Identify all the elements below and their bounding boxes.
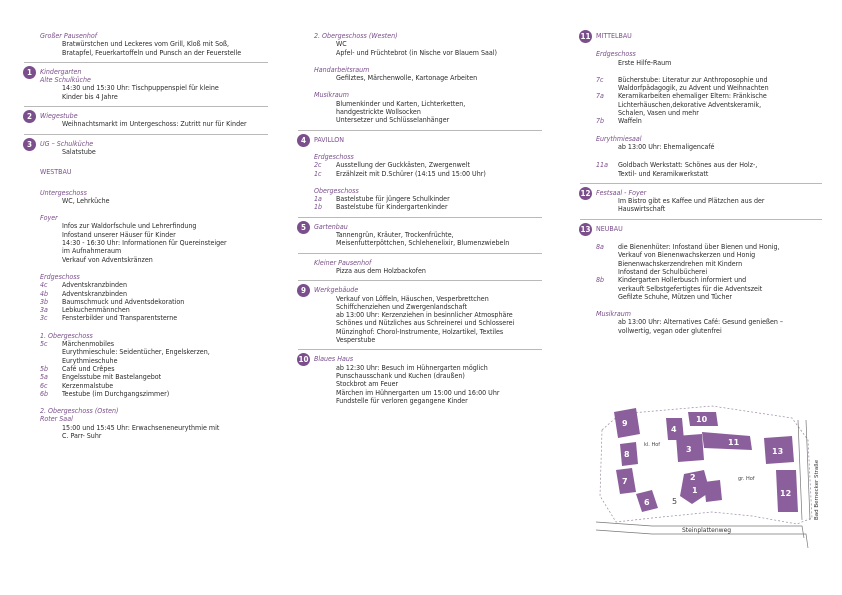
room-code [24, 222, 62, 230]
item-text: verkauft Selbstgefertigtes für die Adventszeit [618, 283, 763, 293]
item-text: Kindergarten Hollerbusch informiert und [618, 275, 747, 285]
item-text: Teestube (im Durchgangszimmer) [62, 388, 170, 398]
program-section [24, 214, 268, 264]
room-code [580, 260, 618, 268]
item-text: Stockbrot am Feuer [336, 379, 399, 389]
room-code: 2c [314, 160, 322, 170]
program-item [24, 390, 268, 398]
section-heading: Kleiner Pausenhof [314, 257, 372, 267]
program-item [24, 281, 268, 289]
item-text: Keramikarbeiten ehemaliger Eltern: Fränkische [618, 91, 767, 101]
item-text: Café und Crêpes [62, 363, 115, 373]
item-text: Lichterhäuschen,dekorative Adventskeramik, [618, 99, 762, 109]
program-section [298, 187, 542, 212]
program-section [580, 161, 822, 178]
program-section [24, 168, 268, 176]
room-code: 7c [596, 74, 604, 84]
room-code [298, 319, 336, 327]
section-number-badge: 2 [23, 110, 36, 123]
room-code [24, 247, 62, 255]
program-item [24, 148, 268, 156]
program-item [24, 424, 268, 432]
item-text: Apfel- und Früchtebrot (in Nische vor Blauem Saal) [336, 47, 498, 57]
item-text: Ausstellung der Guckkästen, Zwergenwelt [336, 160, 470, 170]
program-item [580, 143, 822, 151]
item-text: 15:00 und 15:45 Uhr: Erwachseneneurythmie mit [62, 422, 220, 432]
item-text: 14:30 - 16:30 Uhr: Informationen für Quereinsteiger [62, 238, 227, 248]
program-item [580, 101, 822, 109]
room-code [580, 251, 618, 259]
item-text: Goldbach Werkstatt: Schönes aus der Holz-, [618, 160, 758, 170]
room-code: 6c [40, 380, 48, 390]
program-item [580, 59, 822, 67]
room-code: 4b [40, 288, 49, 298]
section-number-badge: 3 [23, 138, 36, 151]
section-heading: 1. Obergeschoss [40, 330, 93, 340]
program-item [24, 373, 268, 381]
room-code [24, 239, 62, 247]
room-code [24, 49, 62, 57]
section-number-badge: 5 [297, 221, 310, 234]
program-section [24, 134, 268, 157]
program-section [298, 32, 542, 57]
program-section [298, 130, 542, 144]
room-code [580, 101, 618, 109]
program-item [24, 357, 268, 365]
room-code [580, 318, 618, 326]
subsection-heading: Roter Saal [40, 414, 73, 424]
room-code: 7a [596, 91, 604, 101]
program-item [298, 336, 542, 344]
item-text: Baumschmuck und Adventsdekoration [62, 296, 185, 306]
program-section [580, 32, 822, 40]
program-item [580, 205, 822, 213]
room-code [298, 336, 336, 344]
map-label-4: 4 [671, 425, 677, 434]
item-text: Pizza aus dem Holzbackofen [336, 265, 426, 275]
item-text: Meisenfutterpöttchen, Schlehenelixir, Blumenzwiebeln [336, 238, 510, 248]
program-section [298, 66, 542, 83]
item-text: Eurythmieschule: Seidentücher, Engelskerzen, [62, 347, 210, 357]
map-label-7: 7 [622, 477, 628, 486]
section-number-badge: 1 [23, 66, 36, 79]
item-text: im Aufnahmeraum [62, 246, 122, 256]
room-code [298, 380, 336, 388]
room-code: 3a [40, 305, 48, 315]
section-heading: Musikraum [314, 90, 349, 100]
room-code [298, 40, 336, 48]
section-heading: Obergeschoss [314, 185, 359, 195]
program-column-2 [298, 32, 542, 405]
item-text: ab 13:00 Uhr: Alternatives Café: Gesund genießen – [618, 317, 784, 327]
program-section [298, 217, 542, 248]
program-item [24, 348, 268, 356]
section-heading: Erdgeschoss [40, 271, 80, 281]
map-label-1: 1 [692, 486, 698, 495]
section-number-badge: 11 [580, 32, 591, 41]
item-text: Gefilzte Schuhe, Mützen und Tücher [618, 291, 733, 301]
section-heading: Festsaal - Foyer [596, 187, 647, 197]
room-code [298, 108, 336, 116]
program-item [298, 397, 542, 405]
item-text: Verkauf von Löffeln, Häuschen, Vesperbrettchen [336, 293, 489, 303]
room-code [24, 432, 62, 440]
section-heading: Gartenbau [314, 221, 348, 231]
item-text: Erste Hilfe-Raum [618, 57, 672, 67]
program-item [24, 298, 268, 306]
program-item [24, 93, 268, 101]
program-section [24, 273, 268, 323]
section-heading: PAVILLON [314, 134, 345, 144]
item-text: handgestrickte Wollsocken [336, 107, 421, 117]
item-text: Eurythmieschuhe [62, 355, 118, 365]
room-code [298, 239, 336, 247]
section-number-badge: 10 [298, 355, 309, 365]
program-section [580, 219, 822, 233]
program-section [580, 183, 822, 214]
room-code: 11a [596, 160, 608, 170]
item-text: Blumenkinder und Karten, Lichterketten, [336, 98, 466, 108]
program-section [298, 280, 542, 344]
map-label-9: 9 [622, 419, 628, 428]
room-code [298, 74, 336, 82]
map-street-bottom: Steinplattenweg [682, 527, 732, 534]
item-text: Infostand der Schulbücherei [618, 266, 708, 276]
item-text: Untersetzer und Schlüsselanhänger [336, 115, 450, 125]
item-text: Fundstelle für verloren gegangene Kinder [336, 395, 468, 405]
map-label-12: 12 [780, 489, 792, 498]
item-text: Verkauf von Adventskränzen [62, 254, 153, 264]
program-item [298, 116, 542, 124]
item-text: Bastelstube für Kindergartenkinder [336, 202, 448, 212]
room-code [298, 311, 336, 319]
section-heading: UG – Schulküche [40, 138, 94, 148]
map-label-6: 6 [644, 498, 650, 507]
room-code [24, 424, 62, 432]
program-section [298, 153, 542, 178]
program-item [24, 256, 268, 264]
program-item [24, 314, 268, 322]
item-text: Engelsstube mit Bastelangebot [62, 372, 162, 382]
item-text: Im Bistro gibt es Kaffee und Plätzchen aus der [618, 196, 765, 206]
section-heading: Blaues Haus [314, 354, 354, 364]
room-code: 5b [40, 363, 49, 373]
item-text: WC [336, 39, 347, 49]
room-code [24, 84, 62, 92]
item-text: Punschausschank und Kuchen (draußen) [336, 370, 465, 380]
section-number-badge: 4 [297, 134, 310, 147]
program-section [580, 50, 822, 67]
room-code [580, 170, 618, 178]
map-label-5: 5 [672, 497, 678, 506]
program-item [24, 49, 268, 57]
room-code: 4c [40, 280, 48, 290]
program-column-1 [24, 32, 268, 440]
item-text: ab 13:00 Uhr: Ehemaligencafé [618, 141, 715, 151]
item-text: Schönes und Nützliches aus Schreinerei und Schlosserei [336, 318, 515, 328]
program-item [24, 432, 268, 440]
program-item [580, 170, 822, 178]
item-text: die Bienenhüter: Infostand über Bienen und Honig, [618, 242, 780, 252]
program-section [24, 189, 268, 206]
room-code [580, 143, 618, 151]
item-text: Schiffchenziehen und Zwergenlandschaft [336, 301, 467, 311]
item-text: Schalen, Vasen und mehr [618, 108, 699, 118]
section-number-badge: 12 [580, 188, 591, 198]
section-heading: Eurythmiesaal [596, 133, 642, 143]
section-heading: Erdgeschoss [314, 151, 354, 161]
section-heading: Untergeschoss [40, 187, 87, 197]
program-section [580, 135, 822, 152]
map-label-3: 3 [686, 445, 692, 454]
item-text: Märchenmobiles [62, 339, 115, 349]
section-heading: Erdgeschoss [596, 49, 636, 59]
program-item [580, 109, 822, 117]
section-heading: MITTELBAU [596, 31, 632, 40]
room-code [298, 372, 336, 380]
room-code: 5a [40, 372, 48, 382]
program-section [24, 407, 268, 440]
section-heading: 2. Obergeschoss (Osten) [40, 406, 119, 416]
program-section [580, 76, 822, 126]
item-text: Bratwürstchen und Leckeres vom Grill, Kloß mit Soß, [62, 39, 230, 49]
room-code: 8b [596, 275, 605, 285]
room-code [580, 327, 618, 335]
room-code [580, 293, 618, 301]
item-text: C. Parr- Suhr [62, 430, 102, 440]
program-section [580, 310, 822, 335]
section-heading: Großer Pausenhof [40, 31, 97, 40]
item-text: Erzählzeit mit D.Schürer (14:15 und 15:00 Uhr) [336, 168, 486, 178]
section-heading: Foyer [40, 213, 58, 223]
program-section [24, 106, 268, 129]
item-text: Fensterbilder und Transparentsterne [62, 313, 178, 323]
program-item [24, 84, 268, 92]
site-map [592, 400, 830, 552]
program-section [24, 62, 268, 101]
room-code [298, 100, 336, 108]
map-label-10: 10 [696, 415, 708, 424]
item-text: Adventskranzbinden [62, 280, 127, 290]
map-label-13: 13 [772, 447, 784, 456]
map-label-8: 8 [624, 450, 630, 459]
room-code [298, 303, 336, 311]
section-heading: 2. Obergeschoss (Westen) [314, 31, 398, 40]
program-item [298, 203, 542, 211]
program-item [580, 117, 822, 125]
program-section [24, 32, 268, 57]
room-code [298, 116, 336, 124]
item-text: Gefilztes, Märchenwolle, Kartonage Arbeiten [336, 73, 478, 83]
section-heading: Werkgebäude [314, 285, 359, 295]
map-kl-hof: kl. Hof [644, 442, 661, 448]
item-text: Hauswirtschaft [618, 204, 666, 214]
room-code [580, 59, 618, 67]
item-text: ab 13:00 Uhr: Kerzenziehen in besinnlicher Atmosphäre [336, 310, 513, 320]
item-text: Lebkuchenmännchen [62, 305, 130, 315]
program-item [24, 120, 268, 128]
program-item [298, 267, 542, 275]
map-label-2: 2 [690, 473, 696, 482]
program-item [24, 197, 268, 205]
section-heading: Handarbeitsraum [314, 64, 370, 74]
room-code: 1a [314, 194, 322, 204]
program-item [298, 74, 542, 82]
program-item [298, 372, 542, 380]
room-code [298, 49, 336, 57]
section-heading: WESTBAU [40, 167, 72, 177]
item-text: Vesperstube [336, 335, 376, 345]
room-code [24, 40, 62, 48]
room-code [24, 348, 62, 356]
section-heading: Wiegestube [40, 111, 78, 121]
section-heading: NEUBAU [596, 223, 623, 233]
room-code [580, 285, 618, 293]
section-number-badge: 9 [297, 284, 310, 297]
room-code [24, 256, 62, 264]
item-text: Kerzenmalstube [62, 380, 114, 390]
section-heading: Musikraum [596, 309, 631, 319]
item-text: Infostand unserer Häuser für Kinder [62, 229, 176, 239]
room-code: 5c [40, 339, 48, 349]
room-code: 6b [40, 388, 49, 398]
program-section [24, 332, 268, 398]
room-code [298, 389, 336, 397]
item-text: 14:30 und 15:30 Uhr: Tischpuppenspiel für kleine [62, 83, 219, 93]
item-text: Tannengrün, Kräuter, Trockenfrüchte, [336, 230, 454, 240]
item-text: Salatstube [62, 146, 96, 156]
item-text: Infos zur Waldorfschule und Lehrerfindung [62, 221, 197, 231]
item-text: Bienenwachskerzendrehen mit Kindern [618, 258, 743, 268]
program-item [298, 239, 542, 247]
room-code: 3c [40, 313, 48, 323]
section-heading: Kindergarten [40, 66, 82, 76]
room-code [580, 205, 618, 213]
map-label-11: 11 [728, 438, 740, 447]
item-text: Weihnachtsmarkt im Untergeschoss: Zutritt nur für Kinder [62, 119, 247, 129]
room-code [24, 197, 62, 205]
program-item [298, 328, 542, 336]
item-text: Textil- und Keramikwerkstatt [618, 168, 709, 178]
subsection-heading: Alte Schulküche [40, 75, 91, 85]
item-text: ab 12:30 Uhr: Besuch im Hühnergarten möglich [336, 362, 488, 372]
program-column-3 [580, 32, 822, 335]
room-code: 1b [314, 202, 323, 212]
program-item [298, 170, 542, 178]
room-code: 8a [596, 242, 604, 252]
item-text: Münzinghof: Chorol-Instrumente, Holzartikel, Textiles [336, 326, 504, 336]
room-code: 1c [314, 168, 322, 178]
program-item [580, 197, 822, 205]
program-item [580, 293, 822, 301]
program-section [298, 349, 542, 405]
room-code: 7b [596, 116, 605, 126]
item-text: Verkauf von Bienenwachskerzen und Honig [618, 250, 756, 260]
item-text: Waldorfpädagogik, zu Advent und Weihnachten [618, 83, 769, 93]
item-text: Märchen im Hühnergarten um 15:00 und 16:00 Uhr [336, 387, 500, 397]
room-code: 3b [40, 296, 49, 306]
room-code [24, 93, 62, 101]
program-section [298, 253, 542, 276]
item-text: Bücherstube: Literatur zur Anthroposophie und [618, 74, 768, 84]
item-text: vollwertig, vegan oder glutenfrei [618, 325, 722, 335]
item-text: Bastelstube für jüngere Schulkinder [336, 194, 450, 204]
item-text: Kinder bis 4 Jahre [62, 91, 118, 101]
room-code [298, 397, 336, 405]
item-text: Waffeln [618, 116, 642, 126]
map-street-right: Bad Bernecker Straße [814, 459, 820, 520]
room-code [298, 328, 336, 336]
room-code [298, 267, 336, 275]
map-gr-hof: gr. Hof [738, 476, 755, 482]
item-text: Adventskranzbinden [62, 288, 127, 298]
program-item [298, 49, 542, 57]
program-item [24, 239, 268, 247]
program-section [298, 91, 542, 124]
room-code [24, 231, 62, 239]
program-item [580, 327, 822, 335]
section-number-badge: 13 [580, 224, 591, 234]
item-text: Bratapfel, Feuerkartoffeln und Punsch an der Feuerstelle [62, 47, 242, 57]
program-section [580, 243, 822, 301]
item-text: WC, Lehrküche [62, 195, 110, 205]
